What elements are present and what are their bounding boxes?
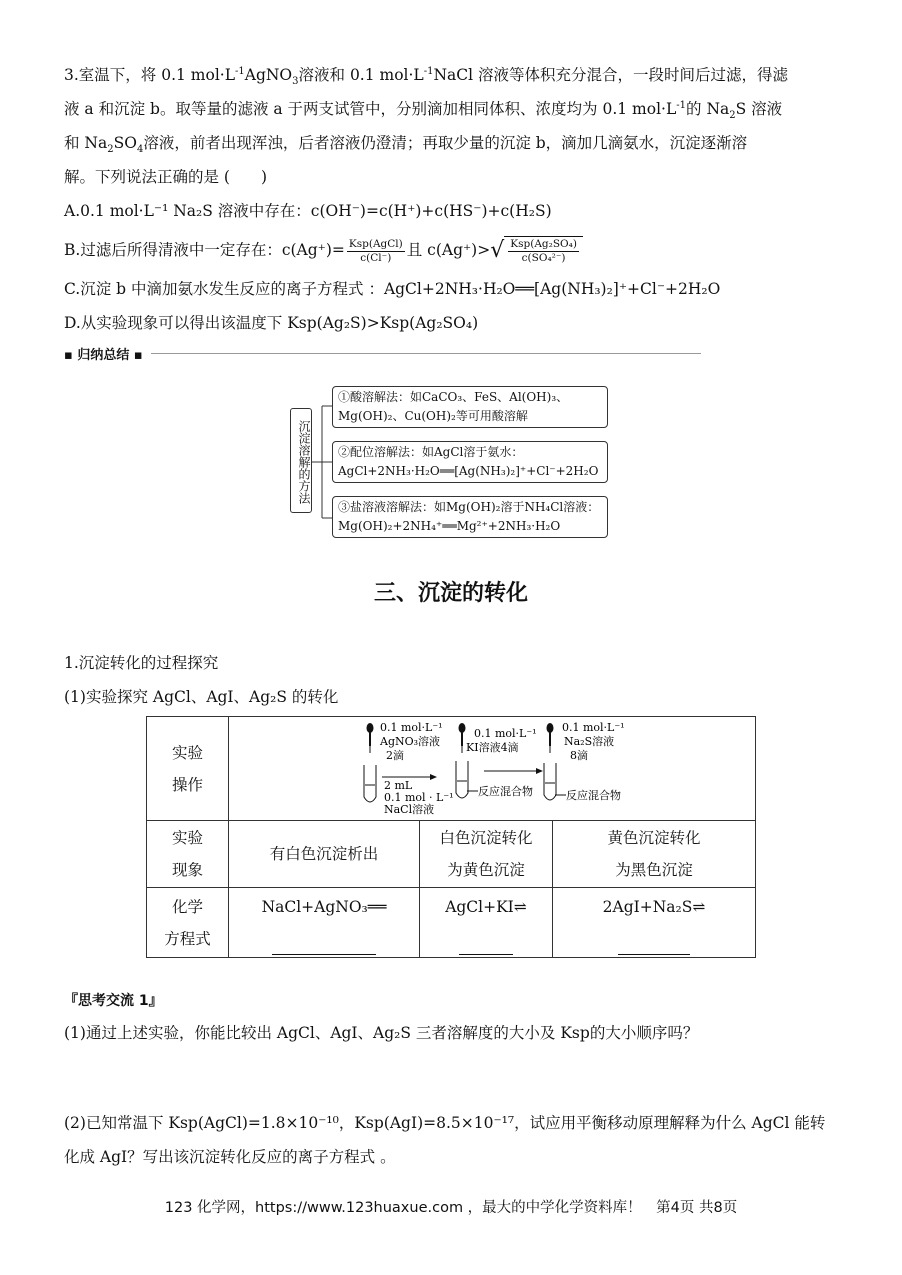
equation-3-blank[interactable] xyxy=(618,940,690,955)
q3-option-d: D.从实验现象可以得出该温度下 Ksp(Ag₂S)>Ksp(Ag₂SO₄) xyxy=(64,314,479,332)
q3-line-1: 3.室温下，将 0.1 $mol\cdot L^{-1}AgNO_3$溶液和 0.1 $mol\cdot L^{-1}NaCl$ 溶液等体积充分混合，一段时间后过滤，得滤 xyxy=(64,65,789,88)
think-title: 『思考交流 1』 xyxy=(64,993,163,1009)
equation-2: AgCl+KI⇌ xyxy=(420,888,553,958)
svg-text:2滴: 2滴 xyxy=(386,748,404,762)
section-1-title: 1.沉淀转化的过程探究 xyxy=(64,654,219,672)
experiment-table xyxy=(146,716,756,958)
test-tube-1 xyxy=(364,765,376,802)
svg-text:8滴: 8滴 xyxy=(570,748,588,762)
question-3 xyxy=(64,58,834,340)
svg-text:0.1 mol·L⁻¹: 0.1 mol·L⁻¹ xyxy=(562,720,625,734)
svg-text:反应混合物: 反应混合物 xyxy=(566,788,621,802)
equation-2-blank[interactable] xyxy=(459,940,513,955)
summary-box-acid: ①酸溶解法：如CaCO₃、FeS、Al(OH)₃、 Mg(OH)₂、Cu(OH)₂等可用酸溶解 xyxy=(332,386,608,428)
q3-line-2: 液 a 和沉淀 b。取等量的滤液 a 于两支试管中，分别滴加相同体积、浓度均为 0.1 $mol\cdot L^{-1}$的 $Na_2S$ 溶液 xyxy=(64,99,783,122)
row-equation-head: 化学 方程式 xyxy=(147,888,229,958)
svg-text:0.1 mol · L⁻¹: 0.1 mol · L⁻¹ xyxy=(384,790,454,804)
operation-diagram-cell xyxy=(229,717,756,821)
summary-box-complex: ②配位溶解法：如AgCl溶于氨水： AgCl+2NH₃·H₂O══[Ag(NH₃)₂]⁺+Cl⁻+2H₂O xyxy=(332,441,608,483)
summary-heading: ▪ 归纳总结 ▪ xyxy=(64,344,701,363)
svg-text:反应混合物: 反应混合物 xyxy=(478,784,533,798)
q3-option-b: B.过滤后所得清液中一定存在：c(Ag⁺)= $\frac{\text{Ksp(AgCl)}}{c(Cl^-)}$ 且 c(Ag⁺)> √ $\frac{\text{Ksp(Ag₂SO₄)}}{\text{c(SO₄²⁻)}}$ xyxy=(64,228,834,272)
dropper-1 xyxy=(367,723,374,753)
equation-1: NaCl+AgNO₃══ xyxy=(229,888,420,958)
q3-option-a: A.0.1 mol·L⁻¹ Na₂S 溶液中存在：c(OH⁻)=c(H⁺)+c(HS⁻)+c(H₂S) xyxy=(64,202,552,220)
test-tube-2 xyxy=(456,761,478,798)
section-1-subtitle: (1)实验探究 AgCl、AgI、Ag₂S 的转化 xyxy=(64,688,339,706)
dropper-3 xyxy=(547,723,554,753)
dropper-2 xyxy=(459,723,466,753)
svg-text:NaCl溶液: NaCl溶液 xyxy=(384,802,435,816)
phenomenon-3: 黄色沉淀转化 为黑色沉淀 xyxy=(553,821,756,888)
think-question-1: (1)通过上述实验，你能比较出 AgCl、AgI、Ag₂S 三者溶解度的大小及 Ksp的大小顺序吗？ xyxy=(64,1024,699,1042)
summary-box-salt: ③盐溶液溶解法：如Mg(OH)₂溶于NH₄Cl溶液： Mg(OH)₂+2NH₄⁺══Mg²⁺+2NH₃·H₂O xyxy=(332,496,608,538)
section-1 xyxy=(64,646,834,714)
row-operation-head: 实验 操作 xyxy=(147,717,229,821)
summary-left-label: 沉淀溶解的方法 xyxy=(290,408,312,513)
equation-1-blank[interactable] xyxy=(272,940,376,955)
svg-text:0.1 mol·L⁻¹: 0.1 mol·L⁻¹ xyxy=(380,720,443,734)
svg-text:2 mL: 2 mL xyxy=(384,778,413,792)
svg-text:AgNO₃溶液: AgNO₃溶液 xyxy=(380,734,441,748)
think-question-2: (2)已知常温下 Ksp(AgCl)=1.8×10⁻¹⁰，Ksp(AgI)=8.5×10⁻¹⁷，试应用平衡移动原理解释为什么 AgCl 能转 化成 AgI？写出该沉淀转化反应的离子方程式 。 xyxy=(64,1114,826,1166)
svg-text:KI溶液4滴: KI溶液4滴 xyxy=(466,740,519,754)
equation-3: 2AgI+Na₂S⇌ xyxy=(553,888,756,958)
q3-line-4: 解。下列说法正确的是 ( ) xyxy=(64,168,268,186)
svg-text:0.1 mol·L⁻¹: 0.1 mol·L⁻¹ xyxy=(474,726,537,740)
phenomenon-1: 有白色沉淀析出 xyxy=(229,821,420,888)
row-phenomenon-head: 实验 现象 xyxy=(147,821,229,888)
page-footer: 123 化学网，https://www.123huaxue.com ，最大的中学化学资料库！ 第4页 共8页 xyxy=(164,1200,738,1216)
test-tube-3 xyxy=(544,763,566,800)
summary-rule xyxy=(151,353,701,354)
experiment-diagram xyxy=(234,719,754,819)
svg-text:Na₂S溶液: Na₂S溶液 xyxy=(564,734,615,748)
phenomenon-2: 白色沉淀转化 为黄色沉淀 xyxy=(420,821,553,888)
section-title: 三、沉淀的转化 xyxy=(373,581,528,606)
q3-option-c: C.沉淀 b 中滴加氨水发生反应的离子方程式 ：AgCl+2NH₃·H₂O══[Ag(NH₃)₂]⁺+Cl⁻+2H₂O xyxy=(64,280,721,298)
q3-line-3: 和 $Na_2SO_4$溶液，前者出现浑浊，后者溶液仍澄清；再取少量的沉淀 b，滴加几滴氨水，沉淀逐渐溶 xyxy=(64,134,748,156)
